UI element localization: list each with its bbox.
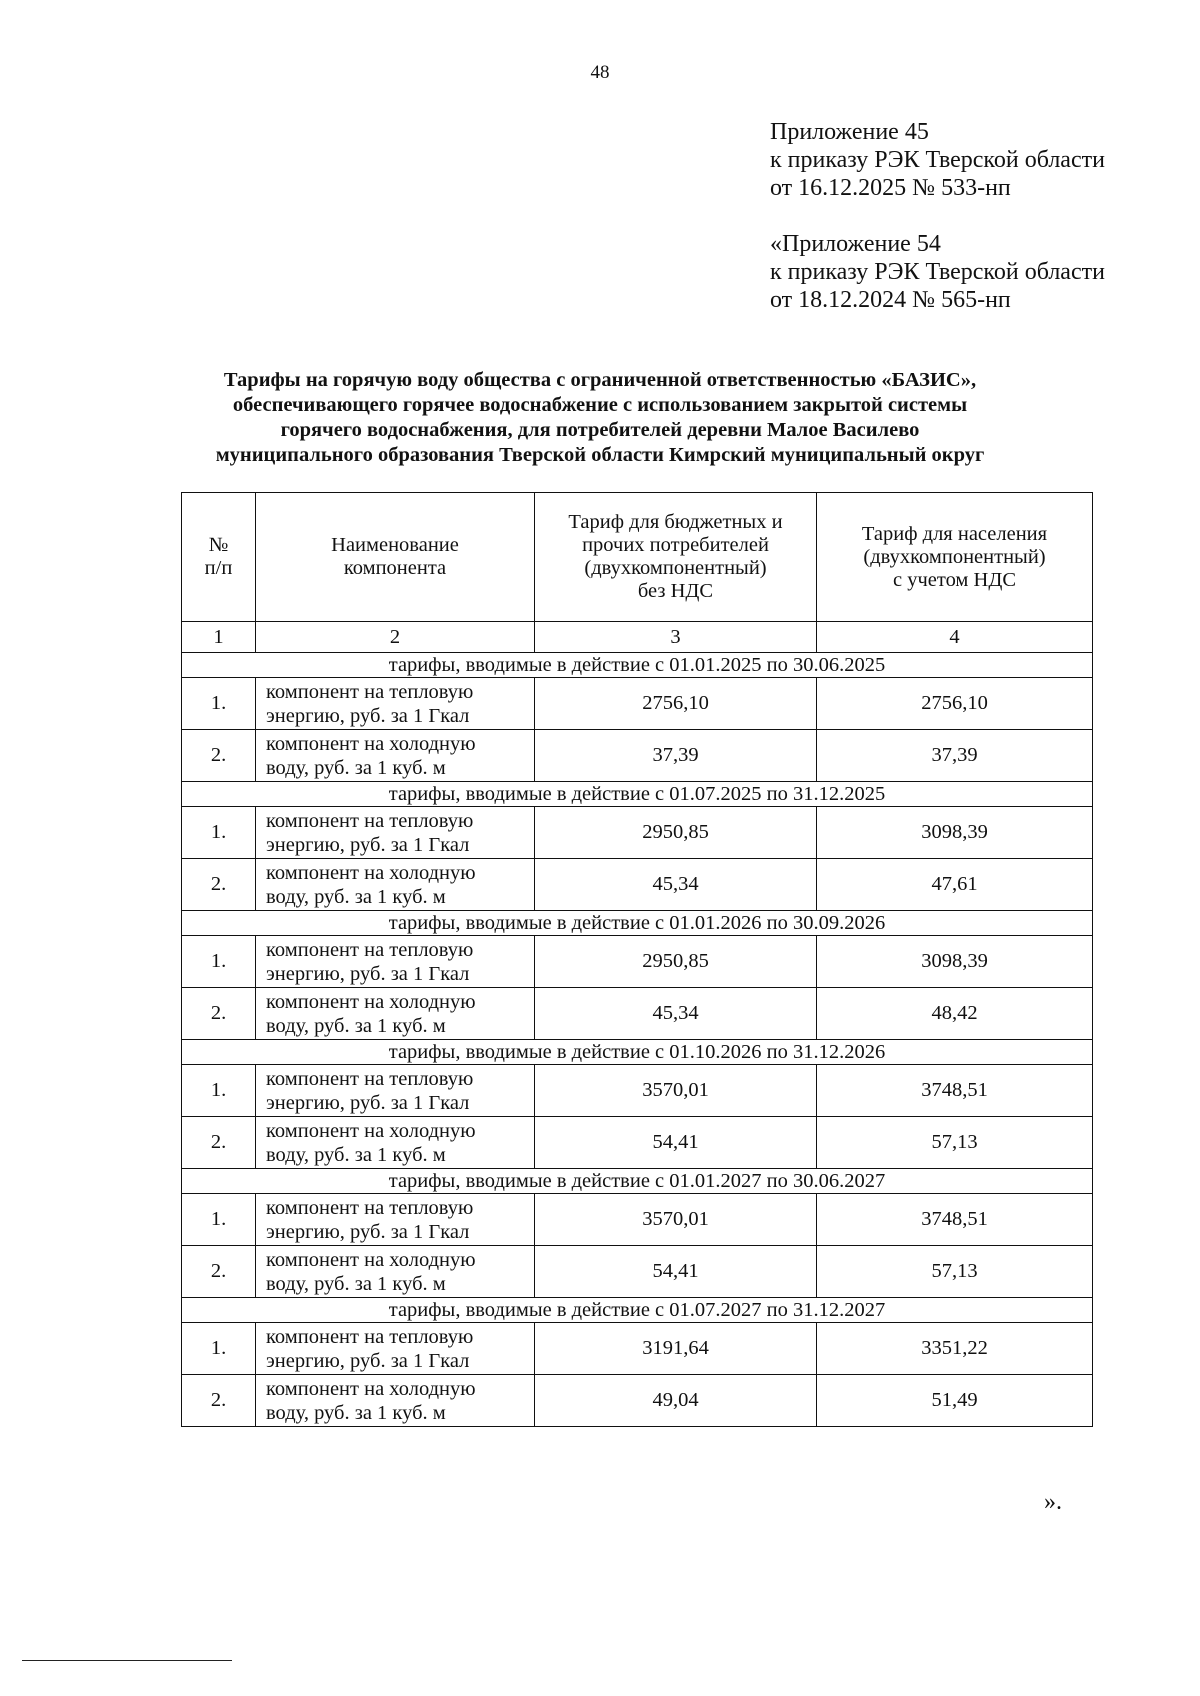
component-name xyxy=(256,859,535,911)
period-label: тарифы, вводимые в действие с 01.01.2025 по 30.06.2025 xyxy=(182,653,1093,678)
component-name xyxy=(256,1323,535,1375)
budget-tariff-value: 45,34 xyxy=(535,859,817,911)
table-row xyxy=(182,730,1093,782)
column-number: 3 xyxy=(535,622,817,653)
budget-tariff-value: 54,41 xyxy=(535,1117,817,1169)
closing-quote: ». xyxy=(1044,1489,1062,1515)
table-row xyxy=(182,1117,1093,1169)
row-index: 1. xyxy=(182,936,256,988)
footnote-divider xyxy=(22,1660,232,1661)
population-tariff-value: 2756,10 xyxy=(817,678,1093,730)
table-header-row xyxy=(182,493,1093,622)
header-population-tariff: Тариф для населения (двухкомпонентный) с учетом НДС xyxy=(817,493,1093,622)
component-name-line-1: компонент на холодную xyxy=(266,861,476,884)
component-name-line-2: энергию, руб. за 1 Гкал xyxy=(266,962,470,985)
component-name xyxy=(256,1194,535,1246)
appendix-previous-line-3: от 18.12.2024 № 565-нп xyxy=(770,287,1011,313)
title-line-3: горячего водоснабжения, для потребителей деревни Малое Василево xyxy=(280,419,920,441)
page-number: 48 xyxy=(590,62,610,83)
row-index: 2. xyxy=(182,1246,256,1298)
budget-tariff-value: 45,34 xyxy=(535,988,817,1040)
title-line-1: Тарифы на горячую воду общества с ограниченной ответственностью «БАЗИС», xyxy=(223,369,977,391)
component-name-line-2: энергию, руб. за 1 Гкал xyxy=(266,1349,470,1372)
population-tariff-value: 3098,39 xyxy=(817,936,1093,988)
period-label: тарифы, вводимые в действие с 01.07.2025 по 31.12.2025 xyxy=(182,782,1093,807)
period-row xyxy=(182,1298,1093,1323)
header-component-name: Наименование компонента xyxy=(256,493,535,622)
period-row xyxy=(182,1169,1093,1194)
budget-tariff-value: 54,41 xyxy=(535,1246,817,1298)
population-tariff-value: 37,39 xyxy=(817,730,1093,782)
row-index: 1. xyxy=(182,807,256,859)
component-name-line-1: компонент на тепловую xyxy=(266,1067,474,1090)
row-index: 2. xyxy=(182,859,256,911)
component-name xyxy=(256,1375,535,1427)
budget-tariff-value: 3570,01 xyxy=(535,1065,817,1117)
budget-tariff-value: 49,04 xyxy=(535,1375,817,1427)
table-row xyxy=(182,1065,1093,1117)
component-name-line-1: компонент на тепловую xyxy=(266,1325,474,1348)
component-name-line-1: компонент на холодную xyxy=(266,1119,476,1142)
budget-tariff-value: 2950,85 xyxy=(535,807,817,859)
column-number: 2 xyxy=(256,622,535,653)
population-tariff-value: 48,42 xyxy=(817,988,1093,1040)
period-row xyxy=(182,653,1093,678)
table-row xyxy=(182,807,1093,859)
table-row xyxy=(182,988,1093,1040)
appendix-current-line-3: от 16.12.2025 № 533-нп xyxy=(770,175,1011,201)
population-tariff-value: 51,49 xyxy=(817,1375,1093,1427)
row-index: 1. xyxy=(182,1065,256,1117)
component-name-line-2: воду, руб. за 1 куб. м xyxy=(266,756,446,779)
period-label: тарифы, вводимые в действие с 01.10.2026 по 31.12.2026 xyxy=(182,1040,1093,1065)
row-index: 2. xyxy=(182,1375,256,1427)
component-name-line-2: воду, руб. за 1 куб. м xyxy=(266,1401,446,1424)
row-index: 2. xyxy=(182,730,256,782)
component-name xyxy=(256,1117,535,1169)
table-row xyxy=(182,1323,1093,1375)
appendix-current-line-2: к приказу РЭК Тверской области xyxy=(770,147,1105,173)
component-name-line-1: компонент на тепловую xyxy=(266,809,474,832)
budget-tariff-value: 37,39 xyxy=(535,730,817,782)
table-row xyxy=(182,1246,1093,1298)
component-name xyxy=(256,730,535,782)
budget-tariff-value: 2950,85 xyxy=(535,936,817,988)
population-tariff-value: 47,61 xyxy=(817,859,1093,911)
component-name-line-2: воду, руб. за 1 куб. м xyxy=(266,885,446,908)
component-name xyxy=(256,678,535,730)
component-name xyxy=(256,936,535,988)
component-name-line-2: воду, руб. за 1 куб. м xyxy=(266,1014,446,1037)
header-number: № п/п xyxy=(182,493,256,622)
column-number: 1 xyxy=(182,622,256,653)
column-number: 4 xyxy=(817,622,1093,653)
component-name-line-1: компонент на холодную xyxy=(266,1377,476,1400)
budget-tariff-value: 3191,64 xyxy=(535,1323,817,1375)
component-name-line-2: энергию, руб. за 1 Гкал xyxy=(266,1091,470,1114)
table-row xyxy=(182,859,1093,911)
component-name-line-1: компонент на холодную xyxy=(266,732,476,755)
component-name-line-2: энергию, руб. за 1 Гкал xyxy=(266,704,470,727)
component-name-line-1: компонент на тепловую xyxy=(266,938,474,961)
component-name xyxy=(256,1246,535,1298)
population-tariff-value: 3098,39 xyxy=(817,807,1093,859)
document-title xyxy=(150,368,1050,468)
appendix-current-line-1: Приложение 45 xyxy=(770,119,929,145)
appendix-previous-reference xyxy=(770,230,1105,314)
component-name xyxy=(256,807,535,859)
period-label: тарифы, вводимые в действие с 01.01.2027 по 30.06.2027 xyxy=(182,1169,1093,1194)
table-row xyxy=(182,1194,1093,1246)
title-line-4: муниципального образования Тверской области Кимрский муниципальный округ xyxy=(215,444,985,466)
population-tariff-value: 3351,22 xyxy=(817,1323,1093,1375)
header-budget-tariff: Тариф для бюджетных и прочих потребителей (двухкомпонентный) без НДС xyxy=(535,493,817,622)
component-name-line-2: воду, руб. за 1 куб. м xyxy=(266,1272,446,1295)
period-label: тарифы, вводимые в действие с 01.07.2027 по 31.12.2027 xyxy=(182,1298,1093,1323)
component-name-line-1: компонент на холодную xyxy=(266,1248,476,1271)
budget-tariff-value: 2756,10 xyxy=(535,678,817,730)
period-row xyxy=(182,1040,1093,1065)
row-index: 1. xyxy=(182,1194,256,1246)
component-name-line-1: компонент на тепловую xyxy=(266,680,474,703)
row-index: 2. xyxy=(182,988,256,1040)
appendix-current-reference xyxy=(770,118,1105,202)
budget-tariff-value: 3570,01 xyxy=(535,1194,817,1246)
component-name-line-2: энергию, руб. за 1 Гкал xyxy=(266,1220,470,1243)
component-name-line-2: энергию, руб. за 1 Гкал xyxy=(266,833,470,856)
component-name-line-1: компонент на тепловую xyxy=(266,1196,474,1219)
population-tariff-value: 3748,51 xyxy=(817,1194,1093,1246)
title-line-2: обеспечивающего горячее водоснабжение с использованием закрытой системы xyxy=(232,394,968,416)
table-row xyxy=(182,1375,1093,1427)
appendix-previous-line-1: «Приложение 54 xyxy=(770,231,941,257)
appendix-previous-line-2: к приказу РЭК Тверской области xyxy=(770,259,1105,285)
component-name xyxy=(256,988,535,1040)
table-row xyxy=(182,936,1093,988)
row-index: 2. xyxy=(182,1117,256,1169)
tariff-table xyxy=(181,492,1093,1427)
population-tariff-value: 57,13 xyxy=(817,1117,1093,1169)
column-number-row xyxy=(182,622,1093,653)
period-row xyxy=(182,911,1093,936)
period-label: тарифы, вводимые в действие с 01.01.2026 по 30.09.2026 xyxy=(182,911,1093,936)
period-row xyxy=(182,782,1093,807)
population-tariff-value: 57,13 xyxy=(817,1246,1093,1298)
table-row xyxy=(182,678,1093,730)
component-name-line-1: компонент на холодную xyxy=(266,990,476,1013)
component-name xyxy=(256,1065,535,1117)
row-index: 1. xyxy=(182,678,256,730)
row-index: 1. xyxy=(182,1323,256,1375)
component-name-line-2: воду, руб. за 1 куб. м xyxy=(266,1143,446,1166)
population-tariff-value: 3748,51 xyxy=(817,1065,1093,1117)
